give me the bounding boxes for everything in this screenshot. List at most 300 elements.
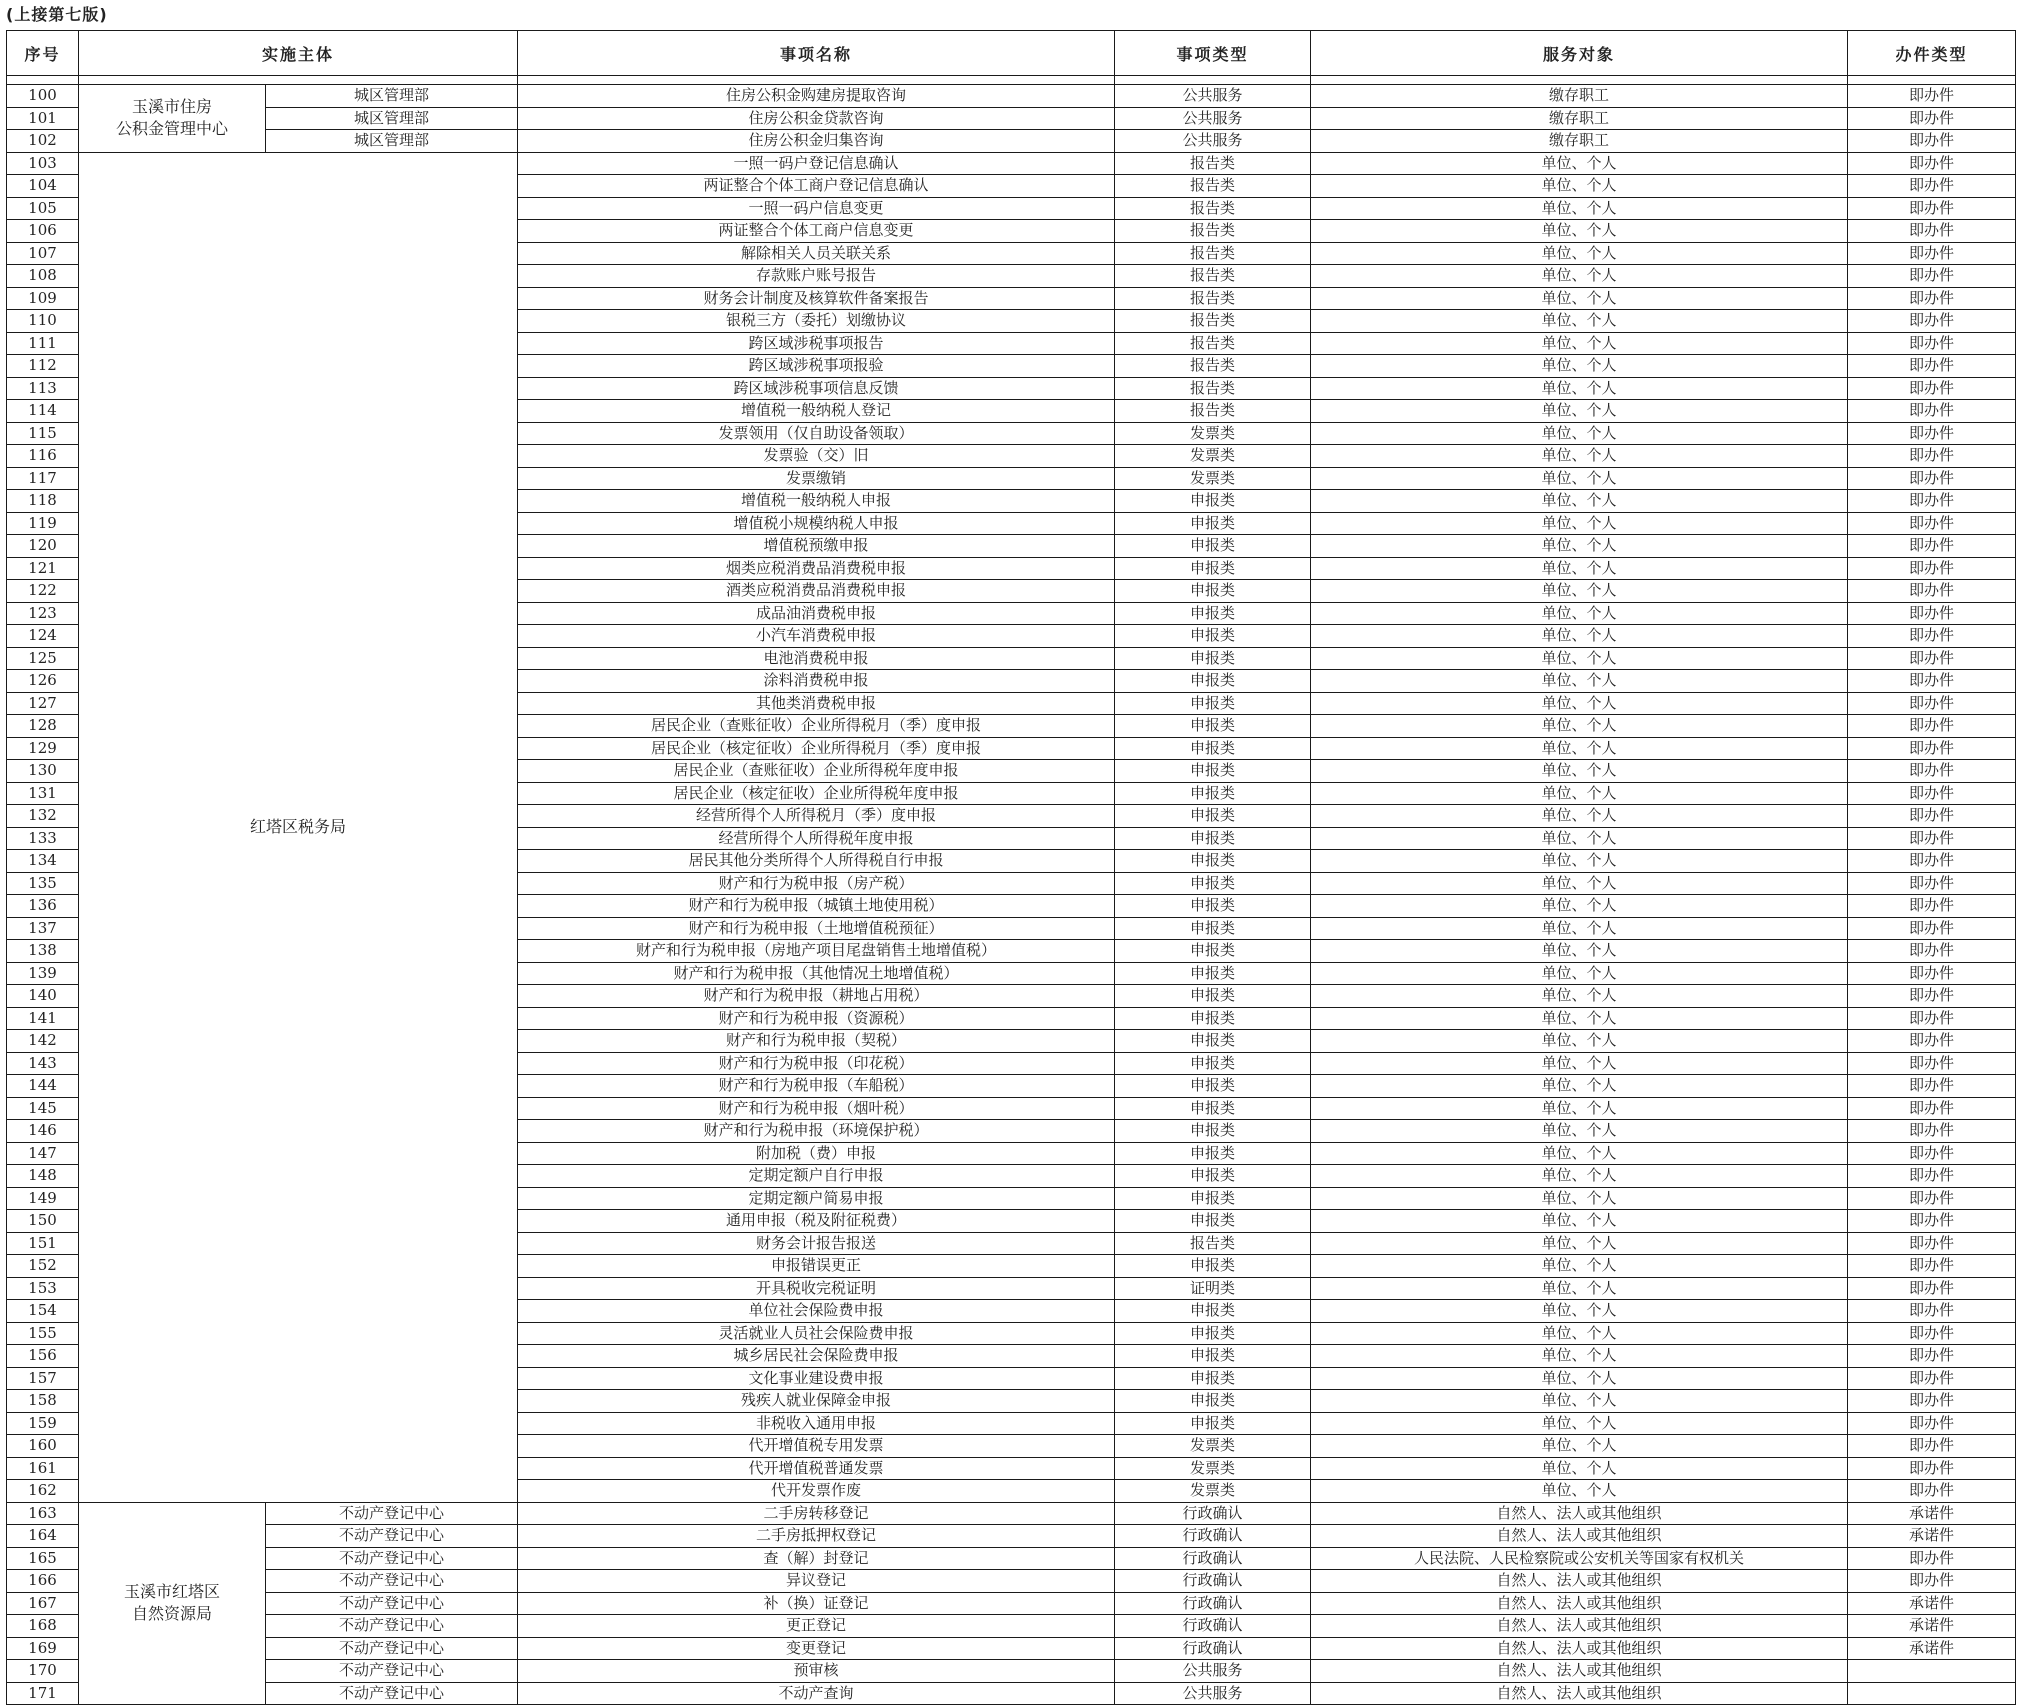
item-type-cell: 行政确认: [1115, 1525, 1311, 1548]
service-target-cell: 单位、个人: [1311, 1345, 1848, 1368]
seq-cell: 107: [7, 242, 79, 265]
item-name-cell: 增值税一般纳税人申报: [518, 490, 1115, 513]
item-name-cell: 开具税收完税证明: [518, 1277, 1115, 1300]
entity-name-line: 玉溪市住房: [131, 97, 212, 117]
item-type-cell: 报告类: [1115, 310, 1311, 333]
handling-type-cell: 即办件: [1848, 422, 2016, 445]
seq-cell: 157: [7, 1367, 79, 1390]
entity-cell: [79, 152, 518, 1502]
handling-type-cell: 承诺件: [1848, 1637, 2016, 1660]
handling-type-cell: 即办件: [1848, 1277, 2016, 1300]
item-name-cell: 财产和行为税申报（车船税）: [518, 1075, 1115, 1098]
seq-cell: 120: [7, 535, 79, 558]
item-type-cell: 报告类: [1115, 220, 1311, 243]
item-type-cell: 申报类: [1115, 1097, 1311, 1120]
service-target-cell: 单位、个人: [1311, 220, 1848, 243]
entity-name-line: 玉溪市红塔区: [123, 1582, 220, 1602]
handling-type-cell: 即办件: [1848, 1187, 2016, 1210]
service-target-cell: 单位、个人: [1311, 242, 1848, 265]
handling-type-cell: 即办件: [1848, 445, 2016, 468]
handling-type-cell: 即办件: [1848, 512, 2016, 535]
handling-type-cell: 即办件: [1848, 647, 2016, 670]
service-target-cell: 单位、个人: [1311, 602, 1848, 625]
handling-type-cell: 即办件: [1848, 152, 2016, 175]
item-name-cell: 定期定额户自行申报: [518, 1165, 1115, 1188]
item-name-cell: 预审核: [518, 1660, 1115, 1683]
item-name-cell: 灵活就业人员社会保险费申报: [518, 1322, 1115, 1345]
item-name-cell: 非税收入通用申报: [518, 1412, 1115, 1435]
item-type-cell: 发票类: [1115, 467, 1311, 490]
service-target-cell: 单位、个人: [1311, 782, 1848, 805]
item-type-cell: 申报类: [1115, 557, 1311, 580]
handling-type-cell: 即办件: [1848, 1120, 2016, 1143]
item-name-cell: 酒类应税消费品消费税申报: [518, 580, 1115, 603]
seq-cell: 111: [7, 332, 79, 355]
handling-type-cell: 即办件: [1848, 332, 2016, 355]
table-row: [7, 107, 2016, 130]
seq-cell: 110: [7, 310, 79, 333]
service-target-cell: 单位、个人: [1311, 1322, 1848, 1345]
service-target-cell: 单位、个人: [1311, 1120, 1848, 1143]
service-target-cell: 单位、个人: [1311, 872, 1848, 895]
header-entity: 实施主体: [79, 31, 518, 76]
entity-cell: [79, 85, 266, 153]
item-name-cell: 经营所得个人所得税年度申报: [518, 827, 1115, 850]
seq-cell: 116: [7, 445, 79, 468]
item-type-cell: 公共服务: [1115, 107, 1311, 130]
service-target-cell: 自然人、法人或其他组织: [1311, 1502, 1848, 1525]
seq-cell: 161: [7, 1457, 79, 1480]
item-name-cell: 单位社会保险费申报: [518, 1300, 1115, 1323]
item-type-cell: 报告类: [1115, 242, 1311, 265]
seq-cell: 131: [7, 782, 79, 805]
item-type-cell: 申报类: [1115, 895, 1311, 918]
item-name-cell: 跨区域涉税事项报验: [518, 355, 1115, 378]
item-name-cell: 增值税一般纳税人登记: [518, 400, 1115, 423]
service-target-cell: 单位、个人: [1311, 1232, 1848, 1255]
item-name-cell: 居民企业（查账征收）企业所得税年度申报: [518, 760, 1115, 783]
header-row: [7, 31, 2016, 76]
item-name-cell: 居民企业（核定征收）企业所得税年度申报: [518, 782, 1115, 805]
item-name-cell: 居民企业（核定征收）企业所得税月（季）度申报: [518, 737, 1115, 760]
item-name-cell: 住房公积金归集咨询: [518, 130, 1115, 153]
service-target-cell: 单位、个人: [1311, 1412, 1848, 1435]
entity-cell: [79, 1502, 266, 1705]
item-type-cell: 申报类: [1115, 1120, 1311, 1143]
entity-name-line: 红塔区税务局: [250, 817, 347, 836]
seq-cell: 154: [7, 1300, 79, 1323]
header-gap-row: [7, 76, 2016, 85]
item-type-cell: 行政确认: [1115, 1592, 1311, 1615]
item-type-cell: 申报类: [1115, 827, 1311, 850]
handling-type-cell: 即办件: [1848, 1097, 2016, 1120]
service-target-cell: 单位、个人: [1311, 287, 1848, 310]
item-name-cell: 跨区域涉税事项报告: [518, 332, 1115, 355]
item-name-cell: 财产和行为税申报（环境保护税）: [518, 1120, 1115, 1143]
seq-cell: 137: [7, 917, 79, 940]
item-type-cell: 报告类: [1115, 197, 1311, 220]
service-target-cell: 单位、个人: [1311, 850, 1848, 873]
item-name-cell: 增值税预缴申报: [518, 535, 1115, 558]
item-name-cell: 财产和行为税申报（印花税）: [518, 1052, 1115, 1075]
seq-cell: 133: [7, 827, 79, 850]
service-target-cell: 单位、个人: [1311, 355, 1848, 378]
item-type-cell: 报告类: [1115, 332, 1311, 355]
handling-type-cell: [1848, 1682, 2016, 1705]
item-type-cell: 申报类: [1115, 872, 1311, 895]
service-target-cell: 单位、个人: [1311, 557, 1848, 580]
item-name-cell: 财产和行为税申报（房地产项目尾盘销售土地增值税）: [518, 940, 1115, 963]
service-target-cell: 单位、个人: [1311, 1277, 1848, 1300]
service-target-cell: 单位、个人: [1311, 197, 1848, 220]
item-type-cell: 报告类: [1115, 175, 1311, 198]
item-type-cell: 申报类: [1115, 715, 1311, 738]
item-type-cell: 申报类: [1115, 1210, 1311, 1233]
handling-type-cell: 即办件: [1848, 287, 2016, 310]
service-target-cell: 自然人、法人或其他组织: [1311, 1570, 1848, 1593]
handling-type-cell: 即办件: [1848, 85, 2016, 108]
handling-type-cell: 即办件: [1848, 1007, 2016, 1030]
table-row: [7, 1660, 2016, 1683]
item-type-cell: 申报类: [1115, 490, 1311, 513]
table-row: [7, 1592, 2016, 1615]
service-target-cell: 单位、个人: [1311, 1390, 1848, 1413]
seq-cell: 115: [7, 422, 79, 445]
item-type-cell: 报告类: [1115, 355, 1311, 378]
item-type-cell: 申报类: [1115, 535, 1311, 558]
item-type-cell: 申报类: [1115, 1300, 1311, 1323]
service-target-cell: 单位、个人: [1311, 1030, 1848, 1053]
handling-type-cell: 即办件: [1848, 1165, 2016, 1188]
item-type-cell: 行政确认: [1115, 1570, 1311, 1593]
table-row: [7, 130, 2016, 153]
service-target-cell: 单位、个人: [1311, 1142, 1848, 1165]
item-name-cell: 查（解）封登记: [518, 1547, 1115, 1570]
header-item: 事项名称: [518, 31, 1115, 76]
seq-cell: 144: [7, 1075, 79, 1098]
seq-cell: 160: [7, 1435, 79, 1458]
sub-unit-cell: 城区管理部: [266, 85, 518, 108]
table-row: [7, 1547, 2016, 1570]
seq-cell: 168: [7, 1615, 79, 1638]
handling-type-cell: 即办件: [1848, 1075, 2016, 1098]
item-name-cell: 财产和行为税申报（耕地占用税）: [518, 985, 1115, 1008]
service-target-cell: 自然人、法人或其他组织: [1311, 1592, 1848, 1615]
service-target-cell: 自然人、法人或其他组织: [1311, 1525, 1848, 1548]
seq-cell: 117: [7, 467, 79, 490]
handling-type-cell: 即办件: [1848, 940, 2016, 963]
service-target-cell: 单位、个人: [1311, 1300, 1848, 1323]
item-name-cell: 发票缴销: [518, 467, 1115, 490]
service-target-cell: 单位、个人: [1311, 985, 1848, 1008]
item-name-cell: 增值税小规模纳税人申报: [518, 512, 1115, 535]
seq-cell: 148: [7, 1165, 79, 1188]
item-type-cell: 申报类: [1115, 985, 1311, 1008]
item-type-cell: 报告类: [1115, 400, 1311, 423]
item-type-cell: 申报类: [1115, 512, 1311, 535]
service-target-cell: 单位、个人: [1311, 1007, 1848, 1030]
handling-type-cell: 即办件: [1848, 1435, 2016, 1458]
handling-type-cell: 即办件: [1848, 1030, 2016, 1053]
item-name-cell: 财产和行为税申报（其他情况土地增值税）: [518, 962, 1115, 985]
item-type-cell: 申报类: [1115, 602, 1311, 625]
seq-cell: 139: [7, 962, 79, 985]
item-type-cell: 发票类: [1115, 422, 1311, 445]
item-name-cell: 住房公积金贷款咨询: [518, 107, 1115, 130]
item-name-cell: 二手房抵押权登记: [518, 1525, 1115, 1548]
item-type-cell: 公共服务: [1115, 85, 1311, 108]
seq-cell: 113: [7, 377, 79, 400]
item-name-cell: 财务会计制度及核算软件备案报告: [518, 287, 1115, 310]
item-type-cell: 行政确认: [1115, 1615, 1311, 1638]
seq-cell: 101: [7, 107, 79, 130]
item-type-cell: 申报类: [1115, 1322, 1311, 1345]
handling-type-cell: 即办件: [1848, 1300, 2016, 1323]
entity-name-line: 公积金管理中心: [115, 119, 228, 139]
service-target-cell: 单位、个人: [1311, 445, 1848, 468]
handling-type-cell: 即办件: [1848, 872, 2016, 895]
table-row: [7, 85, 2016, 108]
sub-unit-cell: 不动产登记中心: [266, 1660, 518, 1683]
item-type-cell: 行政确认: [1115, 1637, 1311, 1660]
item-name-cell: 通用申报（税及附征税费）: [518, 1210, 1115, 1233]
table-row: [7, 152, 2016, 175]
handling-type-cell: 即办件: [1848, 715, 2016, 738]
item-name-cell: 发票领用（仅自助设备领取）: [518, 422, 1115, 445]
seq-cell: 158: [7, 1390, 79, 1413]
handling-type-cell: 即办件: [1848, 265, 2016, 288]
seq-cell: 166: [7, 1570, 79, 1593]
service-target-cell: 单位、个人: [1311, 1210, 1848, 1233]
item-type-cell: 报告类: [1115, 1232, 1311, 1255]
item-type-cell: 公共服务: [1115, 1682, 1311, 1705]
service-target-cell: 自然人、法人或其他组织: [1311, 1660, 1848, 1683]
header-type: 事项类型: [1115, 31, 1311, 76]
item-type-cell: 申报类: [1115, 1345, 1311, 1368]
item-type-cell: 申报类: [1115, 962, 1311, 985]
handling-type-cell: 即办件: [1848, 400, 2016, 423]
handling-type-cell: 即办件: [1848, 1457, 2016, 1480]
sub-unit-cell: 不动产登记中心: [266, 1592, 518, 1615]
seq-cell: 105: [7, 197, 79, 220]
item-name-cell: 代开增值税专用发票: [518, 1435, 1115, 1458]
item-name-cell: 成品油消费税申报: [518, 602, 1115, 625]
service-target-cell: 单位、个人: [1311, 1165, 1848, 1188]
seq-cell: 165: [7, 1547, 79, 1570]
service-target-cell: 单位、个人: [1311, 715, 1848, 738]
service-target-cell: 单位、个人: [1311, 760, 1848, 783]
handling-type-cell: 即办件: [1848, 827, 2016, 850]
item-type-cell: 发票类: [1115, 1457, 1311, 1480]
item-type-cell: 行政确认: [1115, 1547, 1311, 1570]
handling-type-cell: 即办件: [1848, 197, 2016, 220]
sub-unit-cell: 不动产登记中心: [266, 1502, 518, 1525]
handling-type-cell: 即办件: [1848, 1390, 2016, 1413]
item-name-cell: 代开发票作废: [518, 1480, 1115, 1503]
service-target-cell: 人民法院、人民检察院或公安机关等国家有权机关: [1311, 1547, 1848, 1570]
item-name-cell: 住房公积金购建房提取咨询: [518, 85, 1115, 108]
service-target-cell: 单位、个人: [1311, 737, 1848, 760]
item-type-cell: 申报类: [1115, 782, 1311, 805]
service-target-cell: 单位、个人: [1311, 377, 1848, 400]
seq-cell: 136: [7, 895, 79, 918]
seq-cell: 152: [7, 1255, 79, 1278]
item-type-cell: 报告类: [1115, 377, 1311, 400]
handling-type-cell: 即办件: [1848, 917, 2016, 940]
item-type-cell: 申报类: [1115, 1165, 1311, 1188]
seq-cell: 112: [7, 355, 79, 378]
seq-cell: 132: [7, 805, 79, 828]
sub-unit-cell: 不动产登记中心: [266, 1637, 518, 1660]
seq-cell: 108: [7, 265, 79, 288]
seq-cell: 171: [7, 1682, 79, 1705]
handling-type-cell: 即办件: [1848, 1547, 2016, 1570]
service-target-cell: 单位、个人: [1311, 422, 1848, 445]
handling-type-cell: 即办件: [1848, 692, 2016, 715]
item-name-cell: 附加税（费）申报: [518, 1142, 1115, 1165]
item-name-cell: 财产和行为税申报（房产税）: [518, 872, 1115, 895]
service-target-cell: 单位、个人: [1311, 670, 1848, 693]
service-target-cell: 单位、个人: [1311, 895, 1848, 918]
item-type-cell: 申报类: [1115, 1412, 1311, 1435]
seq-cell: 149: [7, 1187, 79, 1210]
handling-type-cell: 即办件: [1848, 220, 2016, 243]
item-type-cell: 公共服务: [1115, 1660, 1311, 1683]
handling-type-cell: 即办件: [1848, 850, 2016, 873]
seq-cell: 106: [7, 220, 79, 243]
service-target-cell: 单位、个人: [1311, 1075, 1848, 1098]
sub-unit-cell: 不动产登记中心: [266, 1682, 518, 1705]
service-target-cell: 单位、个人: [1311, 265, 1848, 288]
item-type-cell: 申报类: [1115, 580, 1311, 603]
service-target-cell: 单位、个人: [1311, 580, 1848, 603]
service-target-cell: 单位、个人: [1311, 692, 1848, 715]
handling-type-cell: 即办件: [1848, 242, 2016, 265]
item-name-cell: 财产和行为税申报（土地增值税预征）: [518, 917, 1115, 940]
seq-cell: 119: [7, 512, 79, 535]
service-target-cell: 自然人、法人或其他组织: [1311, 1682, 1848, 1705]
item-name-cell: 申报错误更正: [518, 1255, 1115, 1278]
handling-type-cell: 即办件: [1848, 985, 2016, 1008]
handling-type-cell: 即办件: [1848, 1232, 2016, 1255]
item-name-cell: 城乡居民社会保险费申报: [518, 1345, 1115, 1368]
service-target-cell: 单位、个人: [1311, 535, 1848, 558]
item-name-cell: 一照一码户信息变更: [518, 197, 1115, 220]
seq-cell: 151: [7, 1232, 79, 1255]
item-name-cell: 补（换）证登记: [518, 1592, 1115, 1615]
item-name-cell: 其他类消费税申报: [518, 692, 1115, 715]
item-name-cell: 电池消费税申报: [518, 647, 1115, 670]
item-name-cell: 更正登记: [518, 1615, 1115, 1638]
item-type-cell: 公共服务: [1115, 130, 1311, 153]
seq-cell: 141: [7, 1007, 79, 1030]
seq-cell: 159: [7, 1412, 79, 1435]
service-target-cell: 单位、个人: [1311, 152, 1848, 175]
item-name-cell: 二手房转移登记: [518, 1502, 1115, 1525]
item-name-cell: 财产和行为税申报（城镇土地使用税）: [518, 895, 1115, 918]
item-name-cell: 居民其他分类所得个人所得税自行申报: [518, 850, 1115, 873]
item-name-cell: 解除相关人员关联关系: [518, 242, 1115, 265]
service-target-cell: 自然人、法人或其他组织: [1311, 1615, 1848, 1638]
item-type-cell: 申报类: [1115, 1007, 1311, 1030]
item-name-cell: 涂料消费税申报: [518, 670, 1115, 693]
service-target-cell: 缴存职工: [1311, 107, 1848, 130]
sub-unit-cell: 不动产登记中心: [266, 1615, 518, 1638]
seq-cell: 142: [7, 1030, 79, 1053]
handling-type-cell: 即办件: [1848, 1255, 2016, 1278]
seq-cell: 146: [7, 1120, 79, 1143]
item-type-cell: 申报类: [1115, 805, 1311, 828]
item-name-cell: 代开增值税普通发票: [518, 1457, 1115, 1480]
handling-type-cell: 即办件: [1848, 1210, 2016, 1233]
item-name-cell: 一照一码户登记信息确认: [518, 152, 1115, 175]
seq-cell: 145: [7, 1097, 79, 1120]
table-row: [7, 1615, 2016, 1638]
item-type-cell: 报告类: [1115, 265, 1311, 288]
sub-unit-cell: 不动产登记中心: [266, 1570, 518, 1593]
item-name-cell: 两证整合个体工商户信息变更: [518, 220, 1115, 243]
item-name-cell: 财产和行为税申报（烟叶税）: [518, 1097, 1115, 1120]
handling-type-cell: 即办件: [1848, 490, 2016, 513]
item-type-cell: 申报类: [1115, 1075, 1311, 1098]
item-type-cell: 申报类: [1115, 1390, 1311, 1413]
sub-unit-cell: 城区管理部: [266, 130, 518, 153]
service-target-cell: 单位、个人: [1311, 1255, 1848, 1278]
seq-cell: 147: [7, 1142, 79, 1165]
handling-type-cell: 即办件: [1848, 670, 2016, 693]
item-name-cell: 残疾人就业保障金申报: [518, 1390, 1115, 1413]
handling-type-cell: 即办件: [1848, 1412, 2016, 1435]
entity-name-line: 自然资源局: [131, 1604, 212, 1624]
handling-type-cell: 承诺件: [1848, 1502, 2016, 1525]
handling-type-cell: 即办件: [1848, 737, 2016, 760]
handling-type-cell: 即办件: [1848, 962, 2016, 985]
item-type-cell: 报告类: [1115, 287, 1311, 310]
seq-cell: 167: [7, 1592, 79, 1615]
service-target-cell: 单位、个人: [1311, 647, 1848, 670]
item-name-cell: 异议登记: [518, 1570, 1115, 1593]
seq-cell: 156: [7, 1345, 79, 1368]
seq-cell: 118: [7, 490, 79, 513]
seq-cell: 126: [7, 670, 79, 693]
item-type-cell: 证明类: [1115, 1277, 1311, 1300]
sub-unit-cell: 不动产登记中心: [266, 1525, 518, 1548]
service-target-cell: 单位、个人: [1311, 1435, 1848, 1458]
service-target-cell: 单位、个人: [1311, 625, 1848, 648]
item-type-cell: 发票类: [1115, 1435, 1311, 1458]
seq-cell: 153: [7, 1277, 79, 1300]
handling-type-cell: 即办件: [1848, 895, 2016, 918]
item-type-cell: 申报类: [1115, 1187, 1311, 1210]
seq-cell: 100: [7, 85, 79, 108]
service-target-cell: 单位、个人: [1311, 332, 1848, 355]
item-type-cell: 申报类: [1115, 1052, 1311, 1075]
seq-cell: 102: [7, 130, 79, 153]
item-type-cell: 申报类: [1115, 917, 1311, 940]
handling-type-cell: 即办件: [1848, 130, 2016, 153]
service-target-cell: 单位、个人: [1311, 467, 1848, 490]
item-type-cell: 行政确认: [1115, 1502, 1311, 1525]
service-target-cell: 单位、个人: [1311, 512, 1848, 535]
item-name-cell: 财产和行为税申报（契税）: [518, 1030, 1115, 1053]
item-name-cell: 银税三方（委托）划缴协议: [518, 310, 1115, 333]
service-target-cell: 单位、个人: [1311, 1052, 1848, 1075]
handling-type-cell: 即办件: [1848, 557, 2016, 580]
handling-type-cell: 即办件: [1848, 377, 2016, 400]
item-type-cell: 发票类: [1115, 1480, 1311, 1503]
item-name-cell: 文化事业建设费申报: [518, 1367, 1115, 1390]
handling-type-cell: 即办件: [1848, 535, 2016, 558]
